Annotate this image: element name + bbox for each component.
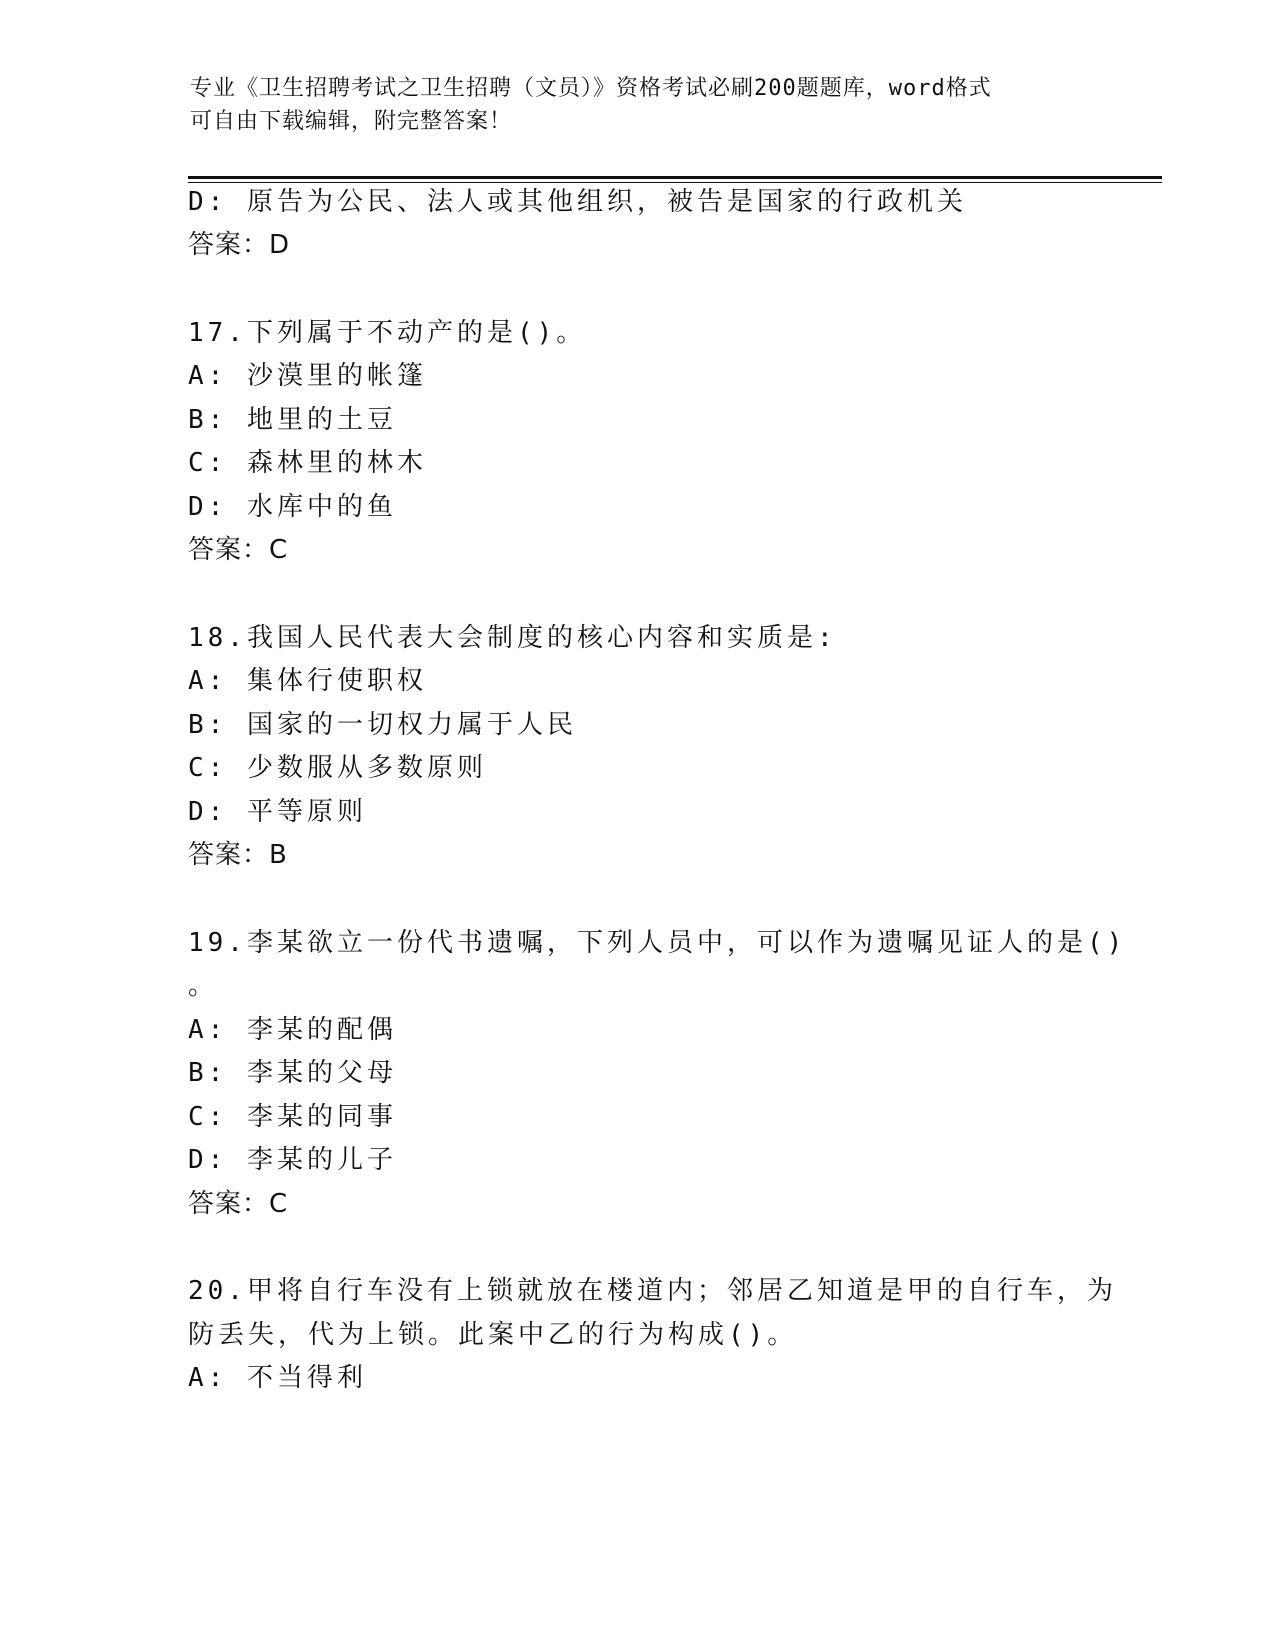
- q19-answer: 答案：C: [188, 1189, 289, 1219]
- q19-option-a: A: 李某的配偶: [188, 1015, 397, 1045]
- q18-answer: 答案：B: [188, 840, 288, 870]
- prev-option-d: D: 原告为公民、法人或其他组织，被告是国家的行政机关: [188, 187, 967, 217]
- q20-stem-line-1: 20.甲将自行车没有上锁就放在楼道内；邻居乙知道是甲的自行车，为: [188, 1276, 1117, 1306]
- header-line-1: 专业《卫生招聘考试之卫生招聘（文员）》资格考试必刷200题题库，word格式: [190, 76, 992, 101]
- q18-stem: 18.我国人民代表大会制度的核心内容和实质是:: [188, 623, 837, 653]
- q20-option-a: A: 不当得利: [188, 1363, 367, 1393]
- q19-option-d: D: 李某的儿子: [188, 1145, 397, 1175]
- q17-option-c: C: 森林里的林木: [188, 448, 427, 478]
- q19-option-c: C: 李某的同事: [188, 1102, 397, 1132]
- prev-answer: 答案：D: [188, 230, 291, 260]
- q19-stem-line-1: 19.李某欲立一份代书遗嘱，下列人员中，可以作为遗嘱见证人的是(): [188, 928, 1127, 958]
- q17-option-b: B: 地里的土豆: [188, 405, 397, 435]
- document-header: [190, 72, 1090, 138]
- q17-answer: 答案：C: [188, 535, 289, 565]
- header-line-2: 可自由下载编辑，附完整答案！: [190, 109, 513, 134]
- q18-option-b: B: 国家的一切权力属于人民: [188, 710, 577, 740]
- q17-stem: 17.下列属于不动产的是()。: [188, 318, 587, 348]
- q18-option-a: A: 集体行使职权: [188, 666, 427, 696]
- q19-option-b: B: 李某的父母: [188, 1058, 397, 1088]
- q19-stem-line-2: 。: [188, 971, 219, 1001]
- q17-option-a: A: 沙漠里的帐篷: [188, 361, 427, 391]
- q17-option-d: D: 水库中的鱼: [188, 492, 397, 522]
- header-divider-thick: [188, 176, 1162, 179]
- q18-option-d: D: 平等原则: [188, 797, 367, 827]
- q18-option-c: C: 少数服从多数原则: [188, 753, 487, 783]
- header-divider-thin: [188, 182, 1162, 183]
- q20-stem-line-2: 防丢失，代为上锁。此案中乙的行为构成()。: [188, 1320, 798, 1350]
